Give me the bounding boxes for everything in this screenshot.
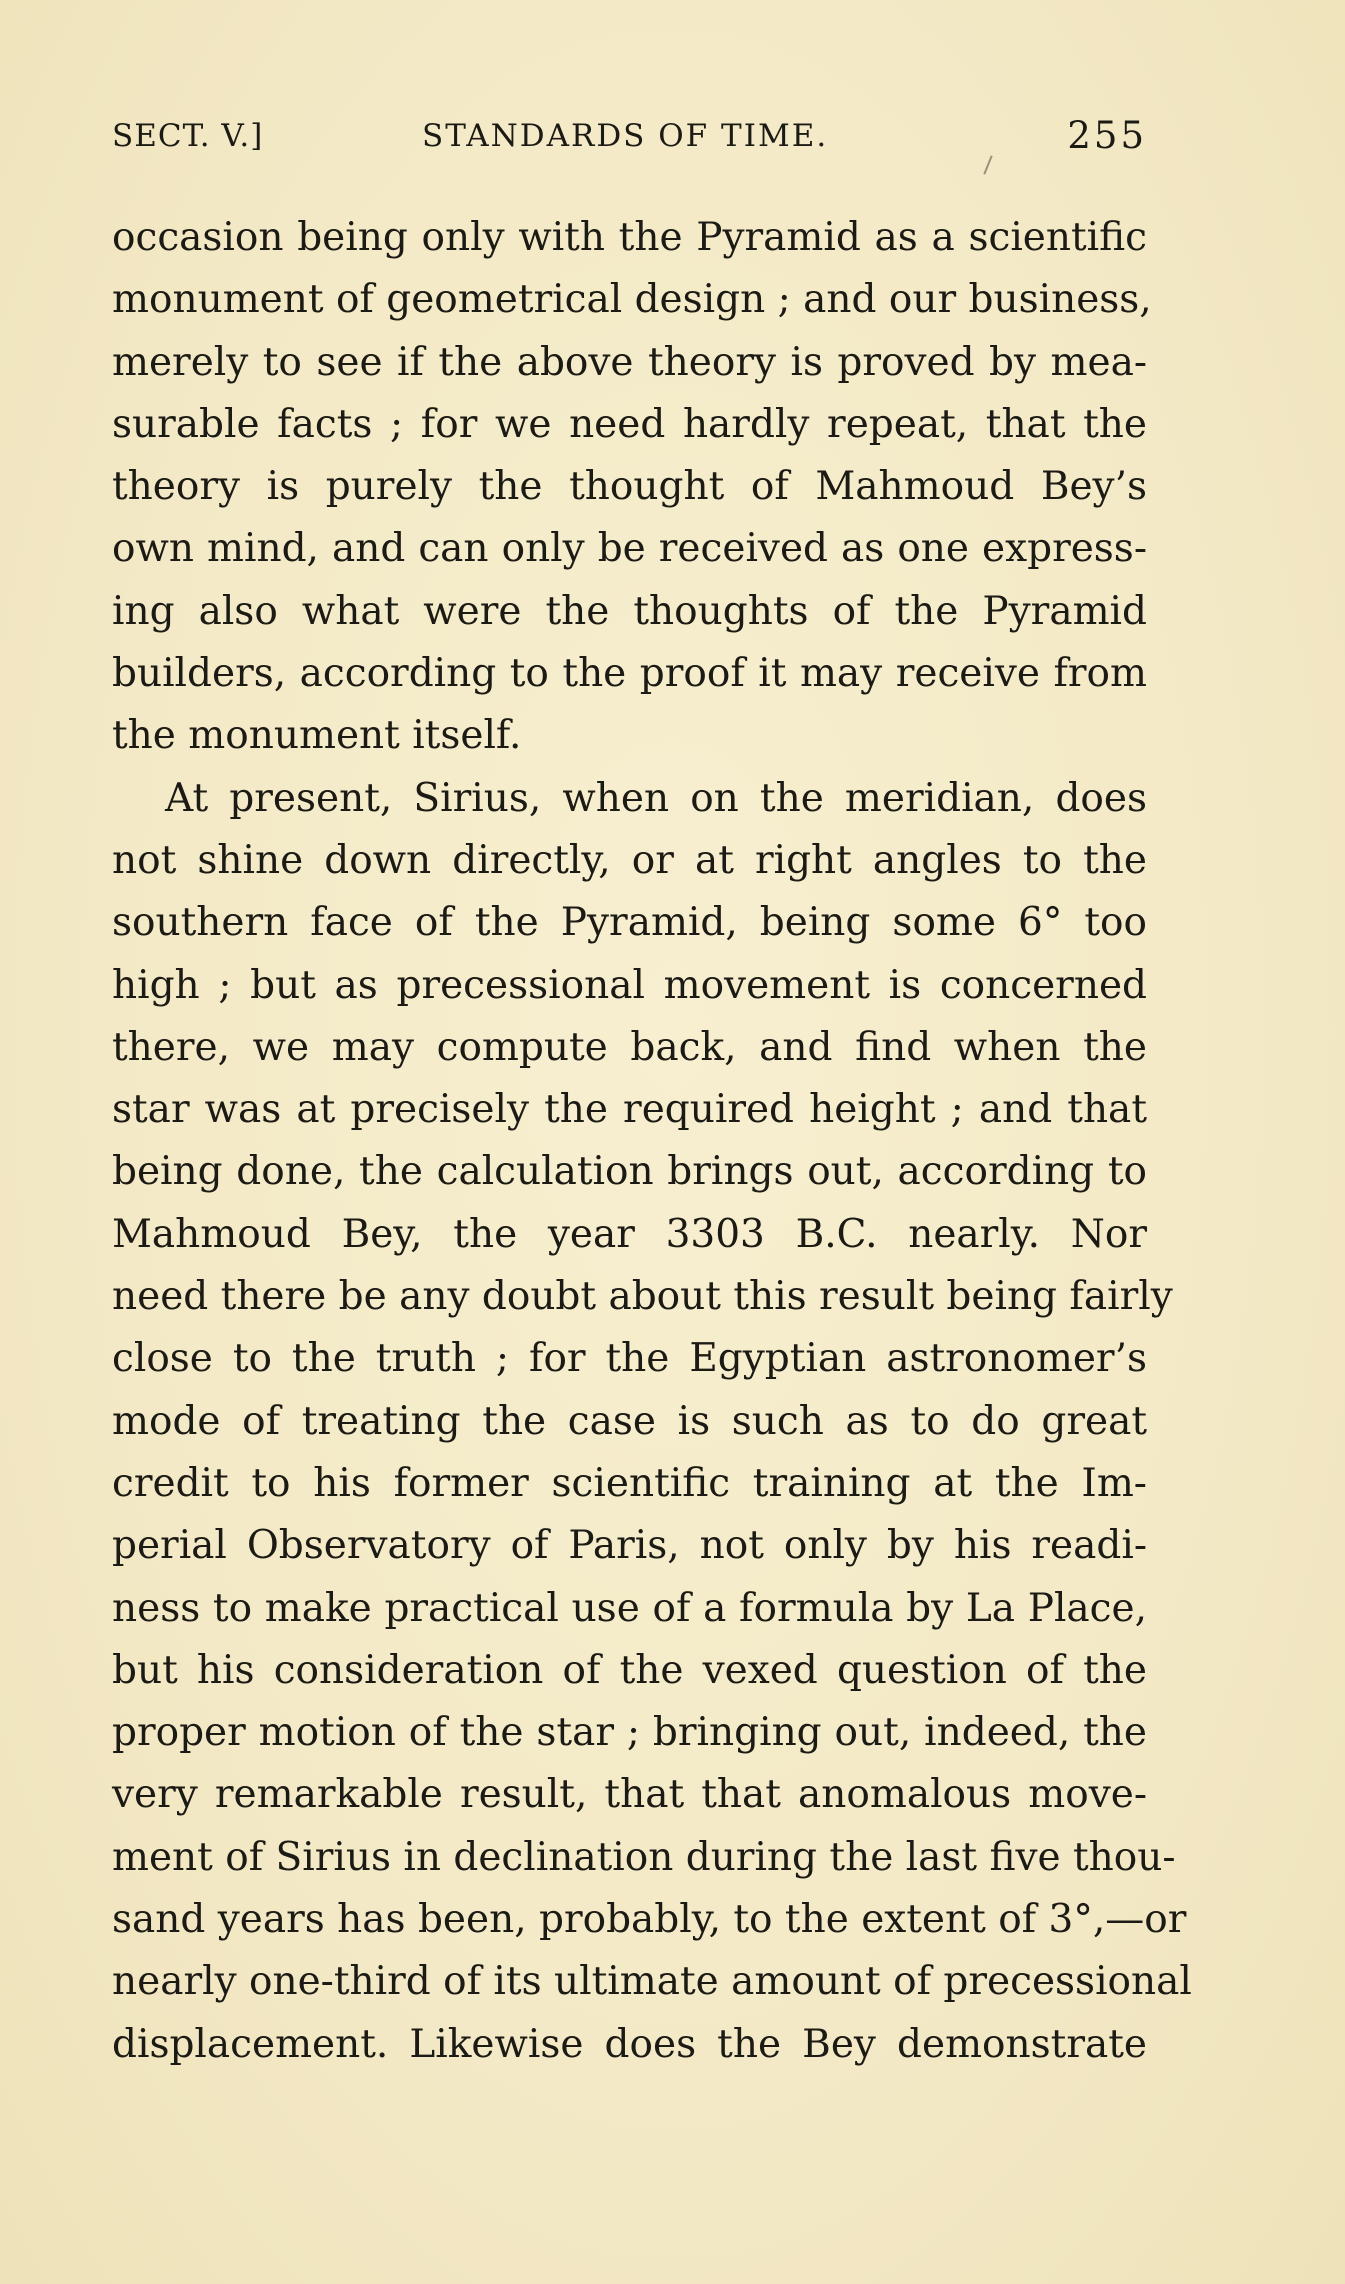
text-line: surable facts ; for we need hardly repeat, that the (112, 401, 1147, 447)
text-line: southern face of the Pyramid, being some 6° too (112, 900, 1147, 946)
text-line: builders, according to the proof it may receive from (112, 651, 1147, 697)
body-text (112, 207, 1192, 2076)
text-line: At present, Sirius, when on the meridian, does (165, 775, 1147, 821)
text-line: ing also what were the thoughts of the Pyramid (112, 588, 1147, 634)
text-line: need there be any doubt about this result being fairly (112, 1274, 1173, 1320)
text-line: own mind, and can only be received as one express- (112, 526, 1147, 572)
text-line: theory is purely the thought of Mahmoud Bey’s (112, 464, 1147, 510)
text-line: close to the truth ; for the Egyptian astronomer’s (112, 1336, 1147, 1382)
text-line: occasion being only with the Pyramid as a scientific (112, 215, 1147, 260)
text-line: nearly one-third of its ultimate amount of precessional (112, 1959, 1192, 2005)
running-head (112, 114, 1147, 168)
text-line: merely to see if the above theory is proved by mea- (112, 339, 1147, 385)
text-line: Mahmoud Bey, the year 3303 B.C. nearly. Nor (112, 1211, 1147, 1257)
text-line: but his consideration of the vexed question of the (112, 1647, 1147, 1693)
text-line: high ; but as precessional movement is concerned (112, 962, 1147, 1008)
text-line: ment of Sirius in declination during the last five thou- (112, 1834, 1176, 1880)
text-line: monument of geometrical design ; and our business, (112, 277, 1152, 323)
text-line: perial Observatory of Paris, not only by his readi- (112, 1523, 1147, 1569)
page-number: 255 (1067, 114, 1147, 157)
text-line: the monument itself. (112, 713, 522, 759)
text-line: not shine down directly, or at right angles to the (112, 837, 1147, 883)
text-line: star was at precisely the required height ; and that (112, 1087, 1147, 1133)
text-line: sand years has been, probably, to the extent of 3°,—or (112, 1897, 1187, 1943)
text-line: being done, the calculation brings out, according to (112, 1149, 1147, 1195)
text-line: proper motion of the star ; bringing out, indeed, the (112, 1710, 1147, 1756)
text-line: ness to make practical use of a formula by La Place, (112, 1585, 1147, 1631)
running-title: STANDARDS OF TIME. (422, 118, 829, 154)
text-line: there, we may compute back, and find when the (112, 1024, 1147, 1070)
text-line: credit to his former scientific training at the Im- (112, 1460, 1147, 1506)
text-line: mode of treating the case is such as to do great (112, 1398, 1147, 1444)
text-line: displacement. Likewise does the Bey demonstrate (112, 2021, 1147, 2067)
section-label: SECT. V.] (112, 118, 264, 154)
text-line: very remarkable result, that that anomalous move- (112, 1772, 1147, 1818)
